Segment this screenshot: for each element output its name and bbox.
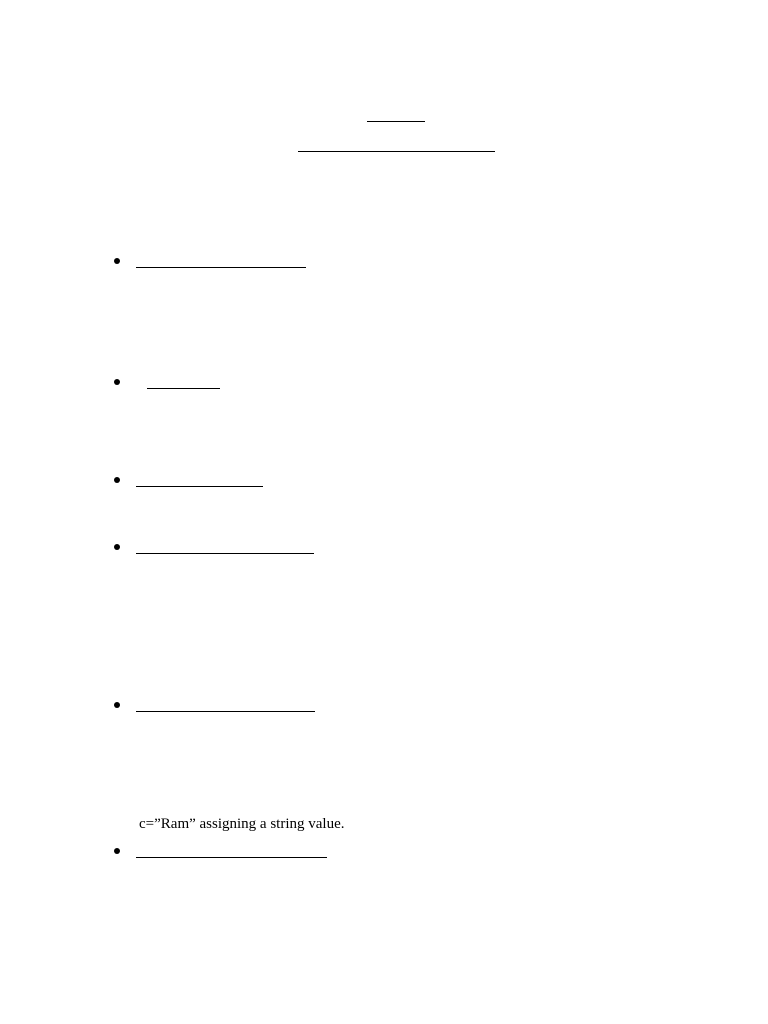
bullet-point	[114, 258, 120, 264]
bullet-heading-underline	[136, 553, 314, 554]
bullet-point	[114, 477, 120, 483]
bullet-heading-underline	[136, 857, 327, 858]
bullet-point	[114, 544, 120, 550]
paragraph-text: c=”Ram” assigning a string value.	[139, 816, 345, 832]
bullet-heading-underline	[136, 486, 263, 487]
bullet-point	[114, 702, 120, 708]
bullet-heading-underline	[147, 388, 220, 389]
bullet-point	[114, 848, 120, 854]
bullet-heading-underline	[136, 711, 315, 712]
subtitle-underline	[298, 151, 495, 152]
title-underline	[367, 121, 425, 122]
bullet-heading-underline	[136, 267, 306, 268]
bullet-point	[114, 379, 120, 385]
